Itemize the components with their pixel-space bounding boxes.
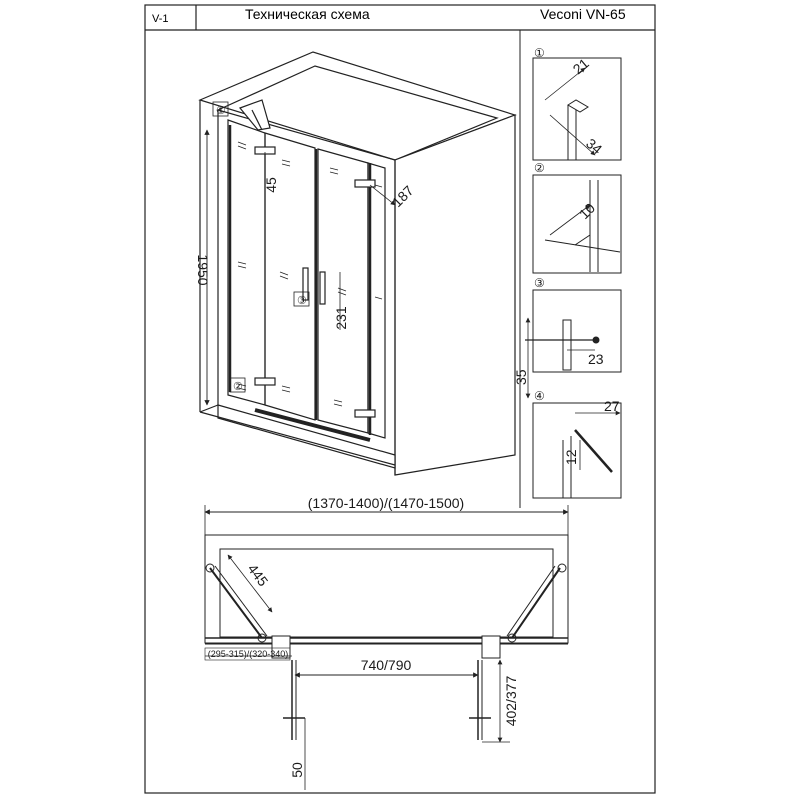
detail-marker-1: ① <box>216 105 226 117</box>
detail-2-marker: ② <box>534 161 545 175</box>
detail-1-marker: ① <box>534 46 545 60</box>
opening-dimension: 740/790 <box>360 657 412 673</box>
model-name: Veconi VN-65 <box>540 6 626 22</box>
hinge-width-dimension: 187 <box>388 182 417 211</box>
door-depth-dimension: 402/377 <box>503 675 519 727</box>
detail-4-marker: ④ <box>534 389 545 403</box>
drawing-title: Техническая схема <box>245 6 370 22</box>
detail-1-label-34: 34 <box>583 135 606 158</box>
detail-3-marker: ③ <box>534 276 545 290</box>
detail-1-label-21: 21 <box>569 55 592 78</box>
swing-dimension: 445 <box>244 560 272 590</box>
detail-2-label-10: 10 <box>575 199 599 223</box>
detail-3-label-35: 35 <box>513 369 529 385</box>
plan-view <box>205 505 568 790</box>
hinge-offset-dimension: 45 <box>263 177 279 193</box>
height-dimension: 1950 <box>195 254 211 286</box>
detail-marker-3: ③ <box>297 295 307 307</box>
handle-height-dimension: 231 <box>333 306 349 330</box>
isometric-view <box>200 52 515 475</box>
detail-3-label-23: 23 <box>588 351 604 367</box>
total-width-dimension: (1370-1400)/(1470-1500) <box>307 495 465 511</box>
detail-4-label-27: 27 <box>604 398 620 414</box>
version-label: V-1 <box>152 13 169 25</box>
side-panel-dimension: (295-315)/(320-340) <box>207 649 289 659</box>
detail-4-label-12: 12 <box>563 449 579 465</box>
handle-offset-dimension: 50 <box>289 762 305 778</box>
detail-marker-2: ② <box>233 381 243 393</box>
